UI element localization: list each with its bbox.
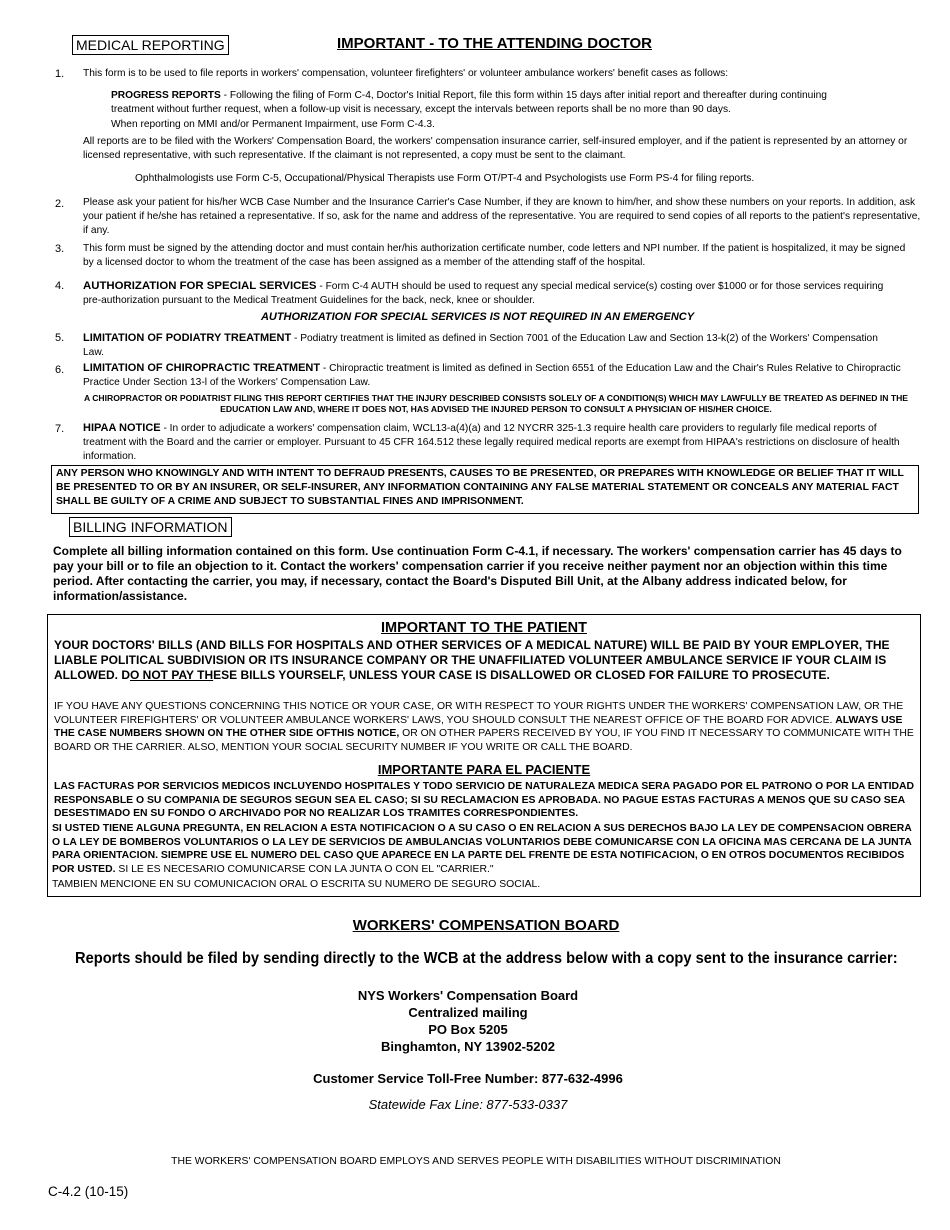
page-title: IMPORTANT - TO THE ATTENDING DOCTOR bbox=[337, 35, 652, 52]
address-line-4: Binghamton, NY 13902-5202 bbox=[381, 1039, 555, 1054]
item-2-number: 2. bbox=[55, 198, 65, 210]
item-5-paragraph bbox=[83, 331, 883, 360]
spanish-questions-text: SI USTED TIENE ALGUNA PREGUNTA, EN RELACION A ESTA NOTIFICACION O A SU CASO O EN RELACION A SUS DERECHOS BAJO LA LEY DE COMPENSACION OBRERA O LA LEY DE BOMBEROS VOLUNTARIOS O LA LEY DE SERVICIOS DE AMBULANCIAS VOLUNTARIOS DEBE COMUNICARSE CON LA OFICINA MAS CERCANA DE LA JUNTA PARA ORIENTACION. SIEMPRE USE EL NUMERO DEL CASO QUE APARECE EN LA PARTE DEL FRENTE DE ESTA NOTIFICACION, O EN OTROS DOCUMENTOS RECIBIDOS POR USTED. bbox=[52, 823, 912, 875]
item-1-number: 1. bbox=[55, 68, 65, 80]
spanish-ssn-text: TAMBIEN MENCIONE EN SU COMUNICACION ORAL O ESCRITA SU NUMERO DE SEGURO SOCIAL. bbox=[52, 879, 541, 890]
item-6-label: LIMITATION OF CHIROPRACTIC TREATMENT bbox=[83, 362, 321, 374]
item-7-label: HIPAA NOTICE bbox=[83, 422, 161, 434]
patient-bills-text-b: ESE BILLS YOURSELF, UNLESS YOUR CASE IS DISALLOWED OR CLOSED FOR FAILURE TO PROSECUTE. bbox=[213, 668, 830, 682]
chiropractor-certification-note: A CHIROPRACTOR OR PODIATRIST FILING THIS REPORT CERTIFIES THAT THE INJURY DESCRIBED CONSISTS SOLELY OF A CONDITION(S) WHICH MAY LAWFULLY BE TREATED AS DEFINED IN THE EDUCATION LAW AND, WHERE IT DOES NOT, HAS ADVISED THE INJURED PERSON TO CONSULT A PHYSICIAN OF HIS/HER CHOICE. bbox=[83, 393, 909, 414]
form-id: C-4.2 (10-15) bbox=[48, 1184, 129, 1199]
progress-reports-paragraph bbox=[111, 89, 871, 117]
fax-line: Statewide Fax Line: 877-533-0337 bbox=[368, 1097, 568, 1112]
item-2-text: Please ask your patient for his/her WCB Case Number and the Insurance Carrier's Case Number, if they are known to him/her, and show these numbers on your reports. In addition, ask your patient if he/she has retained a representative. If so, ask for the name and address of the representative. You are required to send copies of all reports to the patient's representative, if any. bbox=[83, 197, 921, 236]
billing-text: Complete all billing information contained on this form. Use continuation Form C-4.1, if necessary. The workers' compensation carrier has 45 days to pay your bill or to file an objection to it. Contact the workers' compensation carrier if you receive neither payment nor an objection within this time period. After contacting the carrier, you may, if necessary, contact the Board's Disputed Bill Unit, at the Albany address indicated below, for information/assistance. bbox=[53, 544, 902, 603]
special-services-emergency-note: AUTHORIZATION FOR SPECIAL SERVICES IS NOT REQUIRED IN AN EMERGENCY bbox=[260, 311, 695, 323]
medical-reporting-tag: MEDICAL REPORTING bbox=[72, 35, 229, 55]
item-4-number: 4. bbox=[55, 280, 65, 292]
item-5-label: LIMITATION OF PODIATRY TREATMENT bbox=[83, 332, 292, 344]
spanish-bills-paragraph: LAS FACTURAS POR SERVICIOS MEDICOS INCLUYENDO HOSPITALES Y TODO SERVICIO DE NATURALEZA MEDICA SERA PAGADO POR EL PATRONO O POR LA ENTIDAD RESPONSABLE O SU COMPANIA DE SEGUROS SEGUN SEA EL CASO; SI SU RECLAMACION ES APROBADA. NO PAGUE ESTAS FACTURAS A MENOS QUE SU CASO SEA DESESTIMADO EN SU FONDO O ARCHIVADO POR NO REALIZAR LOS TRAMITES CORRESPONDIENTES. bbox=[54, 781, 914, 819]
item-7-paragraph bbox=[83, 421, 919, 464]
item-7-text: - In order to adjudicate a workers' compensation claim, WCL13-a(4)(a) and 12 NYCRR 325-1.3 require health care providers to regularly file medical reports of treatment with the Board and the carrier or employer. Pursuant to 45 CFR 164.512 these legally required medical reports are exempt from HIPAA's restrictions on disclosure of health information. bbox=[83, 423, 900, 462]
patient-bills-paragraph bbox=[54, 638, 916, 683]
all-reports-text: All reports are to be filed with the Workers' Compensation Board, the workers' compensation insurance carrier, self-insured employer, and if the patient is represented by an attorney or licensed representative, with such representative. If the claimant is not represented, a copy must be sent to the claimant. bbox=[83, 136, 908, 161]
ophthalmologists-text: Ophthalmologists use Form C-5, Occupational/Physical Therapists use Form OT/PT-4 and Psychologists use Form PS-4 for filing reports. bbox=[135, 173, 755, 184]
item-5-number: 5. bbox=[55, 332, 65, 344]
patient-title: IMPORTANT TO THE PATIENT bbox=[381, 620, 587, 636]
progress-reports-label: PROGRESS REPORTS bbox=[111, 90, 221, 101]
item-3-number: 3. bbox=[55, 243, 65, 255]
spanish-carrier-text: SI LE ES NECESARIO COMUNICARSE CON LA JUNTA O CON EL "CARRIER." bbox=[115, 863, 494, 875]
patient-title-spanish: IMPORTANTE PARA EL PACIENTE bbox=[377, 762, 591, 777]
customer-service-phone: Customer Service Toll-Free Number: 877-632-4996 bbox=[313, 1071, 623, 1086]
mmi-text: When reporting on MMI and/or Permanent Impairment, use Form C-4.3. bbox=[111, 119, 435, 130]
disability-disclaimer: THE WORKERS' COMPENSATION BOARD EMPLOYS AND SERVES PEOPLE WITH DISABILITIES WITHOUT DISCRIMINATION bbox=[171, 1156, 781, 1167]
item-7-number: 7. bbox=[55, 423, 65, 435]
billing-information-tag: BILLING INFORMATION bbox=[69, 517, 232, 537]
item-6-number: 6. bbox=[55, 364, 65, 376]
patient-questions-paragraph bbox=[54, 700, 916, 754]
filing-instruction: Reports should be filed by sending directly to the WCB at the address below with a copy sent to the insurance carrier: bbox=[75, 950, 898, 967]
progress-reports-text: - Following the filing of Form C-4, Doctor's Initial Report, file this form within 15 days after initial report and thereafter during continuing treatment without further request, when a follow-up visit is necessary, except the intervals between reports shall be no more than 90 days. bbox=[111, 90, 827, 115]
item-3-text: This form must be signed by the attending doctor and must contain her/his authorization certificate number, code letters and NPI number. If the patient is hospitalized, it may be signed by a licensed doctor to whom the treatment of the case has been assigned as a member of the attending staff of the hospital. bbox=[83, 243, 906, 268]
wcb-address bbox=[0, 987, 936, 1055]
address-line-3: PO Box 5205 bbox=[428, 1022, 508, 1037]
item-1-text: This form is to be used to file reports in workers' compensation, volunteer firefighters' or volunteer ambulance workers' benefit cases as follows: bbox=[83, 68, 729, 79]
patient-case-numbers-text: ALWAYS USE THE CASE NUMBERS SHOWN ON THE OTHER SIDE OFTHIS NOTICE, bbox=[54, 714, 903, 739]
patient-questions-text-a: IF YOU HAVE ANY QUESTIONS CONCERNING THIS NOTICE OR YOUR CASE, OR WITH RESPECT TO YOUR RIGHTS UNDER THE WORKERS' COMPENSATION LAW, OR THE VOLUNTEER FIREFIGHTERS' OR VOLUNTEER AMBULANCE WORKERS' LAWS, YOU SHOULD CONSULT THE NEAREST OFFICE OF THE BOARD FOR ADVICE. bbox=[54, 701, 904, 726]
patient-bills-text-a: YOUR DOCTORS' BILLS (AND BILLS FOR HOSPITALS AND OTHER SERVICES OF A MEDICAL NATURE) WILL BE PAID BY YOUR EMPLOYER, THE LIABLE POLITICAL SUBDIVISION OR ITS INSURANCE COMPANY OR THE UNAFFILIATED VOLUNTEER AMBULANCE SERVICE IF YOUR CLAIM IS ALLOWED. D bbox=[54, 638, 890, 682]
address-line-2: Centralized mailing bbox=[408, 1005, 528, 1020]
item-6-paragraph bbox=[83, 361, 913, 390]
fraud-warning-box: ANY PERSON WHO KNOWINGLY AND WITH INTENT TO DEFRAUD PRESENTS, CAUSES TO BE PRESENTED, OR PREPARES WITH KNOWLEDGE OR BELIEF THAT IT WILL BE PRESENTED TO OR BY AN INSURER, OR SELF-INSURER, ANY INFORMATION CONTAINING ANY FALSE MATERIAL STATEMENT OR CONCEALS ANY MATERIAL FACT SHALL BE GUILTY OF A CRIME AND SUBJECT TO SUBSTANTIAL FINES AND IMPRISONMENT. bbox=[51, 465, 919, 514]
patient-questions-text-b: OR ON OTHER PAPERS RECEIVED BY YOU, IF YOU FIND IT NECESSARY TO COMMUNICATE WITH THE BOARD OR THE CARRIER. ALSO, MENTION YOUR SOCIAL SECURITY NUMBER IF YOU WRITE OR CALL THE BOARD. bbox=[54, 728, 914, 753]
item-4-label: AUTHORIZATION FOR SPECIAL SERVICES bbox=[83, 280, 317, 292]
item-6-text: - Chiropractic treatment is limited as defined in Section 6551 of the Education Law and the Chair's Rules Relative to Chiropractic Practice Under Section 13-l of the Workers' Compensation Law. bbox=[83, 363, 901, 388]
patient-bills-text-underlined: O NOT PAY TH bbox=[130, 668, 214, 682]
wcb-title: WORKERS' COMPENSATION BOARD bbox=[352, 917, 620, 934]
item-4-text: - Form C-4 AUTH should be used to request any special medical service(s) costing over $1000 or for those services requiring pre-authorization pursuant to the Medical Treatment Guidelines for the back, neck, knee or shoulder. bbox=[83, 281, 884, 306]
item-4-paragraph bbox=[83, 279, 903, 308]
spanish-questions-paragraph bbox=[52, 822, 918, 876]
address-line-1: NYS Workers' Compensation Board bbox=[357, 988, 579, 1003]
item-5-text: - Podiatry treatment is limited as defined in Section 7001 of the Education Law and Section 13-k(2) of the Workers' Compensation Law. bbox=[83, 333, 878, 358]
